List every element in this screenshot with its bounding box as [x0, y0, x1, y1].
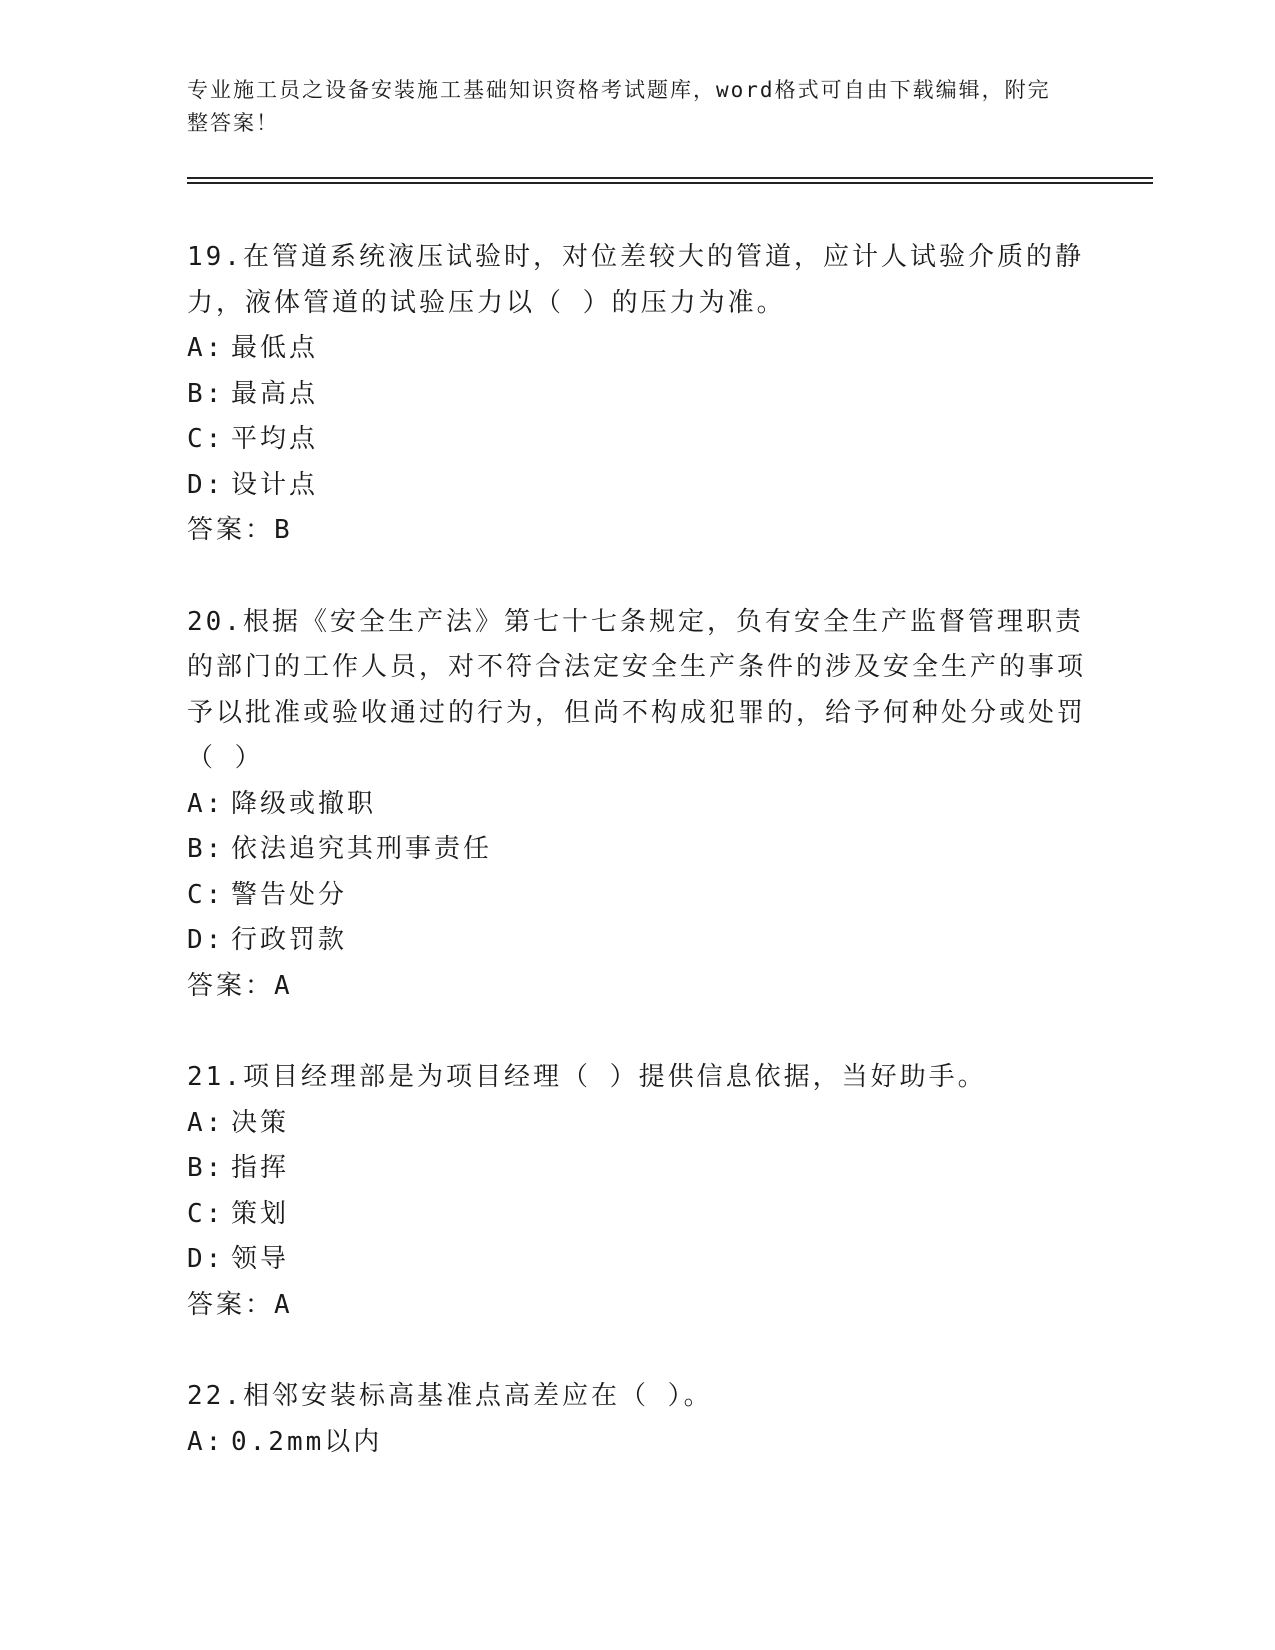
- option-label: A:: [187, 788, 225, 819]
- option-label: B:: [187, 834, 225, 864]
- option-a: [187, 326, 1087, 372]
- option-label: A:: [187, 333, 225, 363]
- option-text: 0.2mm以内: [231, 1426, 383, 1457]
- option-label: C:: [187, 879, 225, 910]
- option-c: [187, 417, 1087, 463]
- question-stem: 22.相邻安装标高基准点高差应在（ ）。: [187, 1381, 713, 1411]
- option-label: A:: [187, 1426, 225, 1457]
- option-label: D:: [187, 469, 225, 500]
- question-stem: 21.项目经理部是为项目经理（ ）提供信息依据，当好助手。: [187, 1062, 987, 1092]
- option-a: [187, 782, 1087, 828]
- option-text: 指挥: [231, 1153, 290, 1183]
- option-text: 决策: [231, 1107, 290, 1138]
- option-text: 行政罚款: [231, 925, 348, 955]
- question-stem: 19.在管道系统液压试验时，对位差较大的管道，应计人试验介质的静力，液体管道的试验压力以（ ）的压力为准。: [187, 242, 1084, 318]
- question-21: [187, 1055, 1087, 1328]
- option-c: [187, 873, 1087, 919]
- option-text: 设计点: [231, 469, 319, 500]
- option-text: 策划: [231, 1198, 290, 1229]
- option-label: C:: [187, 424, 225, 454]
- option-label: C:: [187, 1198, 225, 1229]
- document-header: 专业施工员之设备安装施工基础知识资格考试题库，word格式可自由下载编辑，附完整答案！: [187, 78, 1051, 135]
- answer-line: 答案：A: [187, 970, 293, 1001]
- option-text: 降级或撤职: [231, 788, 377, 819]
- option-text: 警告处分: [231, 879, 348, 910]
- answer-line: 答案：B: [187, 515, 293, 545]
- option-label: B:: [187, 378, 225, 409]
- option-text: 最低点: [231, 333, 319, 363]
- option-d: [187, 918, 1087, 964]
- option-label: D:: [187, 925, 225, 955]
- option-label: A:: [187, 1107, 225, 1138]
- question-20: [187, 600, 1087, 1010]
- option-text: 依法追究其刑事责任: [231, 834, 493, 864]
- question-22: [187, 1374, 1087, 1465]
- header-divider-top: [187, 177, 1153, 179]
- option-text: 最高点: [231, 378, 319, 409]
- option-c: [187, 1192, 1087, 1238]
- question-19: [187, 235, 1087, 554]
- option-d: [187, 463, 1087, 509]
- answer-line: 答案：A: [187, 1289, 293, 1320]
- question-list: [187, 235, 1087, 1511]
- option-b: [187, 827, 1087, 873]
- option-a: [187, 1420, 1087, 1466]
- option-label: B:: [187, 1153, 225, 1183]
- option-b: [187, 372, 1087, 418]
- header-divider-bottom: [187, 182, 1153, 184]
- option-b: [187, 1146, 1087, 1192]
- option-text: 领导: [231, 1244, 290, 1274]
- option-d: [187, 1237, 1087, 1283]
- option-text: 平均点: [231, 424, 319, 454]
- question-stem: 20.根据《安全生产法》第七十七条规定，负有安全生产监督管理职责的部门的工作人员，对不符合法定安全生产条件的涉及安全生产的事项予以批准或验收通过的行为，但尚不构成犯罪的，给予何种处分或处罚（ ）: [187, 606, 1087, 773]
- option-label: D:: [187, 1244, 225, 1274]
- option-a: [187, 1101, 1087, 1147]
